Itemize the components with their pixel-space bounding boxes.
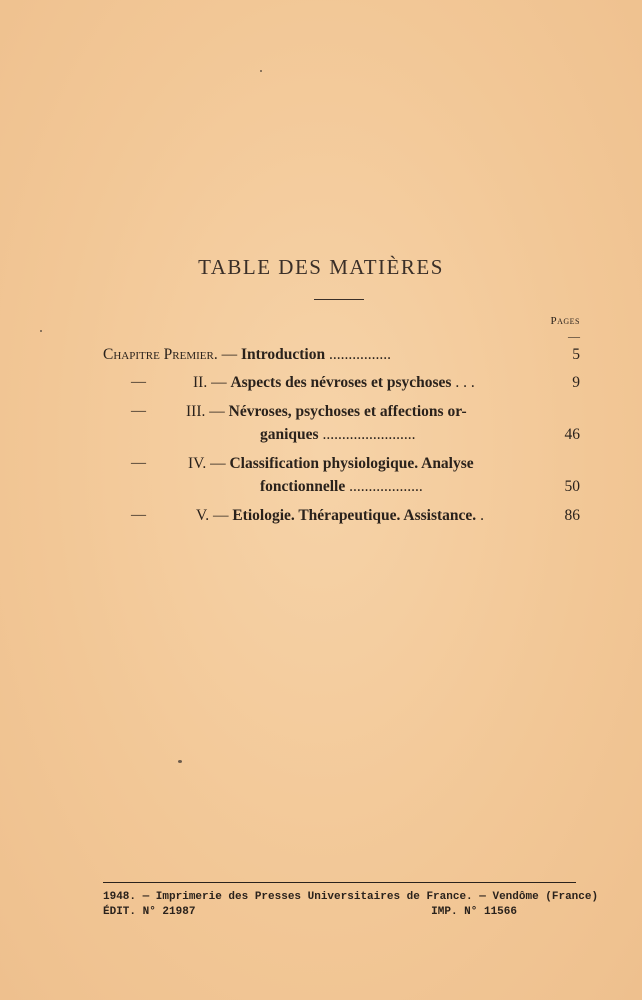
- toc-entry-chapter-1: [103, 346, 391, 364]
- toc-page-number: 5: [572, 346, 580, 363]
- toc-entry-chapter-3: [186, 403, 467, 421]
- edition-number: ÉDIT. N° 21987: [103, 906, 196, 918]
- page-title: TABLE DES MATIÈRES: [198, 255, 444, 279]
- pages-column-heading: Pages: [550, 315, 580, 327]
- toc-entry-prefix: III. —: [186, 403, 229, 420]
- toc-entry-chapter-4: [188, 455, 474, 473]
- toc-entry-chapter-2: [193, 374, 475, 392]
- paper-speck: [40, 330, 42, 332]
- toc-page-number: 86: [564, 507, 580, 524]
- toc-page-number: 50: [564, 478, 580, 495]
- toc-page-number: 46: [564, 426, 580, 443]
- impression-number: IMP. N° 11566: [431, 906, 517, 918]
- printer-imprint: 1948. — Imprimerie des Presses Universitaires de France. — Vendôme (France): [103, 891, 599, 903]
- toc-entry-dash: —: [131, 507, 146, 523]
- toc-entry-prefix: V. —: [196, 507, 233, 524]
- footer-divider: [103, 882, 576, 883]
- toc-entry-dash: —: [131, 455, 146, 471]
- edition-numbers: [103, 906, 579, 918]
- toc-leader-dots: .: [476, 507, 484, 524]
- toc-page-number: 9: [572, 374, 580, 391]
- toc-entry-prefix: IV. —: [188, 455, 230, 472]
- paper-speck: [178, 760, 182, 763]
- toc-entry-title-line-1: Classification physiologique. Analyse: [229, 455, 474, 472]
- toc-leader-dots: ........................: [318, 426, 416, 443]
- toc-entry-title: Aspects des névroses et psychoses: [230, 374, 452, 391]
- toc-entry-prefix: Chapitre Premier. —: [103, 346, 241, 363]
- toc-entry-title-line-1: Névroses, psychoses et affections or-: [228, 403, 467, 420]
- toc-entry-dash: —: [131, 374, 146, 390]
- toc-leader-dots: . . .: [451, 374, 475, 391]
- toc-entry-prefix: II. —: [193, 374, 231, 391]
- paper-speck: [260, 70, 262, 72]
- toc-entry-title: Introduction: [240, 346, 326, 363]
- toc-entry-title-line-2: ganiques: [260, 426, 319, 443]
- toc-leader-dots: ................: [325, 346, 391, 363]
- pages-column-dash: —: [568, 329, 580, 343]
- toc-entry-chapter-3-continued: [260, 426, 415, 444]
- toc-entry-title: Etiologie. Thérapeutique. Assistance.: [232, 507, 477, 524]
- toc-entry-chapter-5: [196, 507, 484, 525]
- toc-entry-chapter-4-continued: [260, 478, 423, 496]
- toc-entry-dash: —: [131, 403, 146, 419]
- toc-entry-title-line-2: fonctionnelle: [260, 478, 346, 495]
- title-divider: [314, 299, 364, 300]
- toc-leader-dots: ...................: [345, 478, 423, 495]
